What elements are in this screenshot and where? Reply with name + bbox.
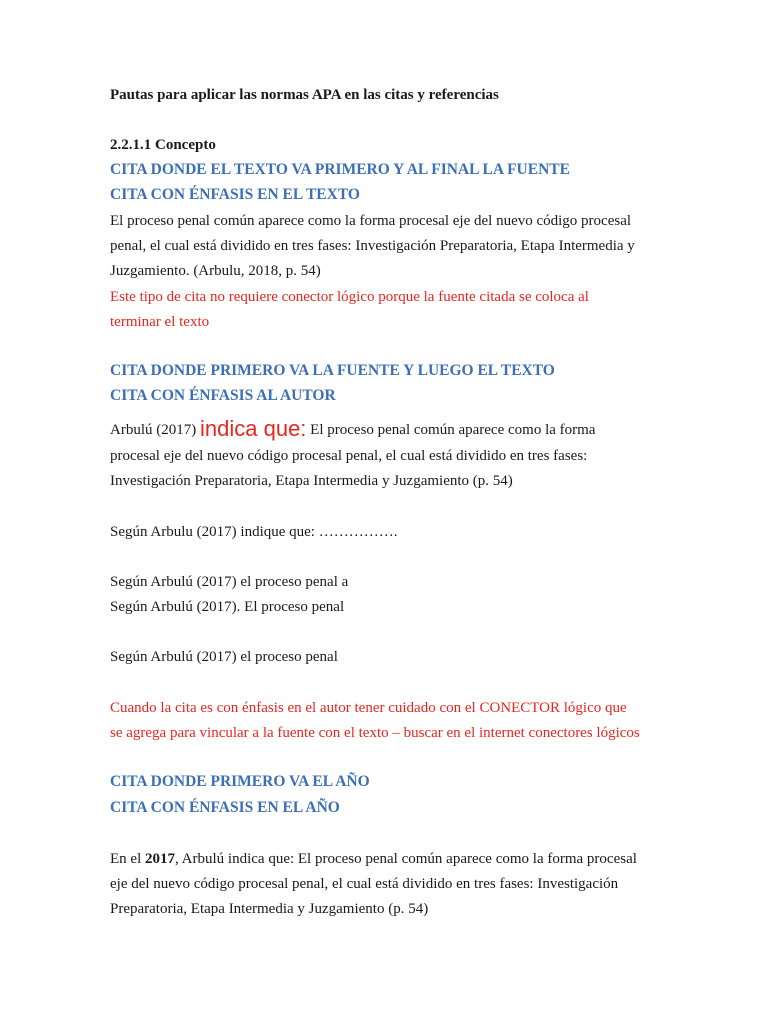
citation-text: El proceso penal común aparece como la forma bbox=[310, 422, 596, 438]
block1-paragraph-line-2: penal, el cual está dividido en tres fases: Investigación Preparatoria, Etapa Intermedia y bbox=[110, 238, 635, 254]
block3-paragraph-line-1 bbox=[110, 850, 637, 868]
block2-paragraph-line-2: procesal eje del nuevo código procesal penal, el cual está dividido en tres fases: bbox=[110, 448, 588, 464]
block2-example-2: Según Arbulú (2017) el proceso penal a bbox=[110, 574, 349, 590]
block1-paragraph-line-1 bbox=[110, 212, 658, 230]
block2-example-1: Según Arbulu (2017) indique que: ……………. bbox=[110, 524, 398, 540]
block2-note-line-1: Cuando la cita es con énfasis en el autor tener cuidado con el CONECTOR lógico que bbox=[110, 700, 627, 716]
block3-paragraph-line-3: Preparatoria, Etapa Intermedia y Juzgamiento (p. 54) bbox=[110, 901, 429, 917]
block2-heading-1: CITA DONDE PRIMERO VA LA FUENTE Y LUEGO EL TEXTO bbox=[110, 362, 555, 379]
block2-note-line-2: se agrega para vincular a la fuente con el texto – buscar en el internet conectores lógicos bbox=[110, 725, 640, 741]
document-title: Pautas para aplicar las normas APA en las citas y referencias bbox=[110, 87, 499, 103]
citation-author: Arbulú (2017) bbox=[110, 422, 197, 438]
text-span: El proceso penal común aparece como la forma procesal eje del nuevo código procesal bbox=[110, 213, 632, 229]
block1-paragraph-line-3: Juzgamiento. (Arbulu, 2018, p. 54) bbox=[110, 263, 321, 279]
block2-paragraph-line-3: Investigación Preparatoria, Etapa Intermedia y Juzgamiento (p. 54) bbox=[110, 473, 513, 489]
block1-heading-1: CITA DONDE EL TEXTO VA PRIMERO Y AL FINAL LA FUENTE bbox=[110, 161, 570, 178]
logical-connector: indica que: bbox=[200, 416, 307, 441]
block2-heading-2: CITA CON ÉNFASIS AL AUTOR bbox=[110, 387, 336, 404]
block2-example-4: Según Arbulú (2017) el proceso penal bbox=[110, 649, 338, 665]
text-span: , Arbulú indica que: El proceso penal común aparece como la forma procesal bbox=[175, 851, 637, 867]
block3-heading-2: CITA CON ÉNFASIS EN EL AÑO bbox=[110, 799, 340, 816]
block2-example-3: Según Arbulú (2017). El proceso penal bbox=[110, 599, 345, 615]
block3-heading-1: CITA DONDE PRIMERO VA EL AÑO bbox=[110, 773, 370, 790]
block1-note-line-2: terminar el texto bbox=[110, 314, 210, 330]
block2-paragraph-line-1 bbox=[110, 418, 595, 439]
year-emphasis: 2017 bbox=[145, 851, 175, 867]
block1-note-line-1: Este tipo de cita no requiere conector lógico porque la fuente citada se coloca al bbox=[110, 289, 589, 305]
block1-heading-2: CITA CON ÉNFASIS EN EL TEXTO bbox=[110, 186, 360, 203]
section-heading: 2.2.1.1 Concepto bbox=[110, 137, 216, 153]
text-span: En el bbox=[110, 851, 142, 867]
block3-paragraph-line-2: eje del nuevo código procesal penal, el cual está dividido en tres fases: Investigación bbox=[110, 876, 619, 892]
